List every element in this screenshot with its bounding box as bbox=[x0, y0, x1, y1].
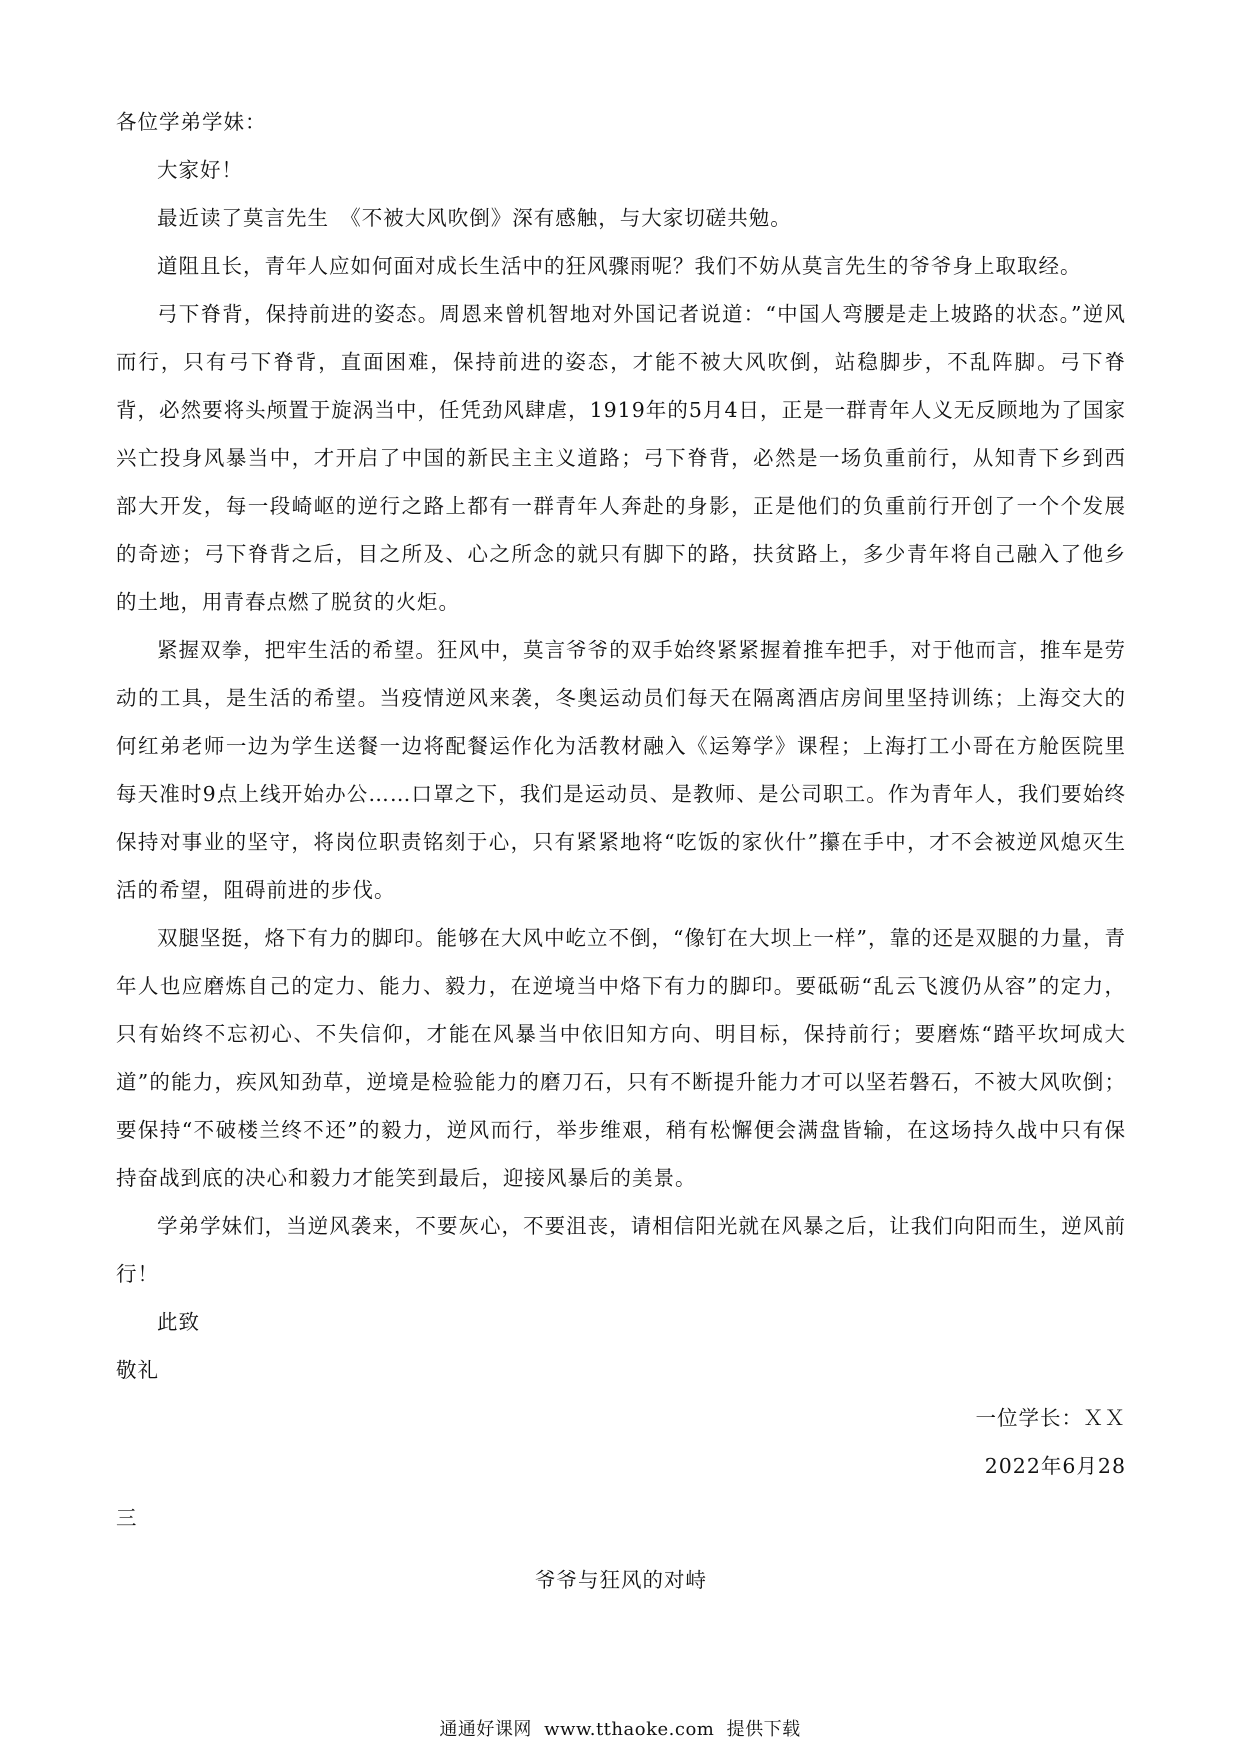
footer-url[interactable]: www.tthaoke.com bbox=[544, 1719, 715, 1740]
letter-body bbox=[116, 98, 1126, 1604]
signer: 一位学长：ＸＸ bbox=[975, 1406, 1126, 1430]
essay-title: 爷爷与狂风的对峙 bbox=[535, 1568, 707, 1592]
paragraph-3: 紧握双拳，把牢生活的希望。狂风中，莫言爷爷的双手始终紧紧握着推车把手，对于他而言，推车是劳动的工具，是生活的希望。当疫情逆风来袭，冬奥运动员们每天在隔离酒店房间里坚持训练；上海交大的何红弟老师一边为学生送餐一边将配餐运作化为活教材融入《运筹学》课程；上海打工小哥在方舱医院里每天准时9点上线开始办公……口罩之下，我们是运动员、是教师、是公司职工。作为青年人，我们要始终保持对事业的坚守，将岗位职责铭刻于心，只有紧紧地将“吃饭的家伙什”攥在手中，才不会被逆风熄灭生活的希望，阻碍前进的步伐。 bbox=[116, 638, 1126, 902]
paragraph-5: 学弟学妹们，当逆风袭来，不要灰心，不要沮丧，请相信阳光就在风暴之后，让我们向阳而生，逆风前行！ bbox=[116, 1214, 1126, 1286]
closing-line-2: 敬礼 bbox=[116, 1358, 159, 1382]
intro-paragraph: 最近读了莫言先生 《不被大风吹倒》深有感触，与大家切磋共勉。 bbox=[157, 206, 792, 230]
paragraph-2: 弓下脊背，保持前进的姿态。周恩来曾机智地对外国记者说道：“中国人弯腰是走上坡路的状态。”逆风而行，只有弓下脊背，直面困难，保持前进的姿态，才能不被大风吹倒，站稳脚步，不乱阵脚。弓下脊背，必然要将头颅置于旋涡当中，任凭劲风肆虐，1919年的5月4日，正是一群青年人义无反顾地为了国家兴亡投身风暴当中，才开启了中国的新民主主义道路；弓下脊背，必然是一场负重前行，从知青下乡到西部大开发，每一段崎岖的逆行之路上都有一群青年人奔赴的身影，正是他们的负重前行开创了一个个发展的奇迹；弓下脊背之后，目之所及、心之所念的就只有脚下的路，扶贫路上，多少青年将自己融入了他乡的土地，用青春点燃了脱贫的火炬。 bbox=[116, 302, 1126, 614]
paragraph-4: 双腿坚挺，烙下有力的脚印。能够在大风中屹立不倒，“像钉在大坝上一样”，靠的还是双腿的力量，青年人也应磨炼自己的定力、能力、毅力，在逆境当中烙下有力的脚印。要砥砺“乱云飞渡仍从容”的定力，只有始终不忘初心、不失信仰，才能在风暴当中依旧知方向、明目标，保持前行；要磨炼“踏平坎坷成大道”的能力，疾风知劲草，逆境是检验能力的磨刀石，只有不断提升能力才可以坚若磐石，不被大风吹倒；要保持“不破楼兰终不还”的毅力，逆风而行，举步维艰，稍有松懈便会满盘皆输，在这场持久战中只有保持奋战到底的决心和毅力才能笑到最后，迎接风暴后的美景。 bbox=[116, 926, 1126, 1190]
footer-note: 提供下载 bbox=[726, 1719, 801, 1740]
greeting: 大家好！ bbox=[157, 158, 243, 182]
paragraph-1: 道阻且长，青年人应如何面对成长生活中的狂风骤雨呢？我们不妨从莫言先生的爷爷身上取取经。 bbox=[157, 254, 1082, 278]
section-number: 三 bbox=[116, 1506, 138, 1530]
footer-site-name: 通通好课网 bbox=[439, 1719, 532, 1740]
letter-date: 2022年6月28 bbox=[984, 1454, 1126, 1478]
page-footer bbox=[0, 1715, 1240, 1741]
closing-line-1: 此致 bbox=[157, 1310, 200, 1334]
salutation: 各位学弟学妹： bbox=[116, 110, 267, 134]
